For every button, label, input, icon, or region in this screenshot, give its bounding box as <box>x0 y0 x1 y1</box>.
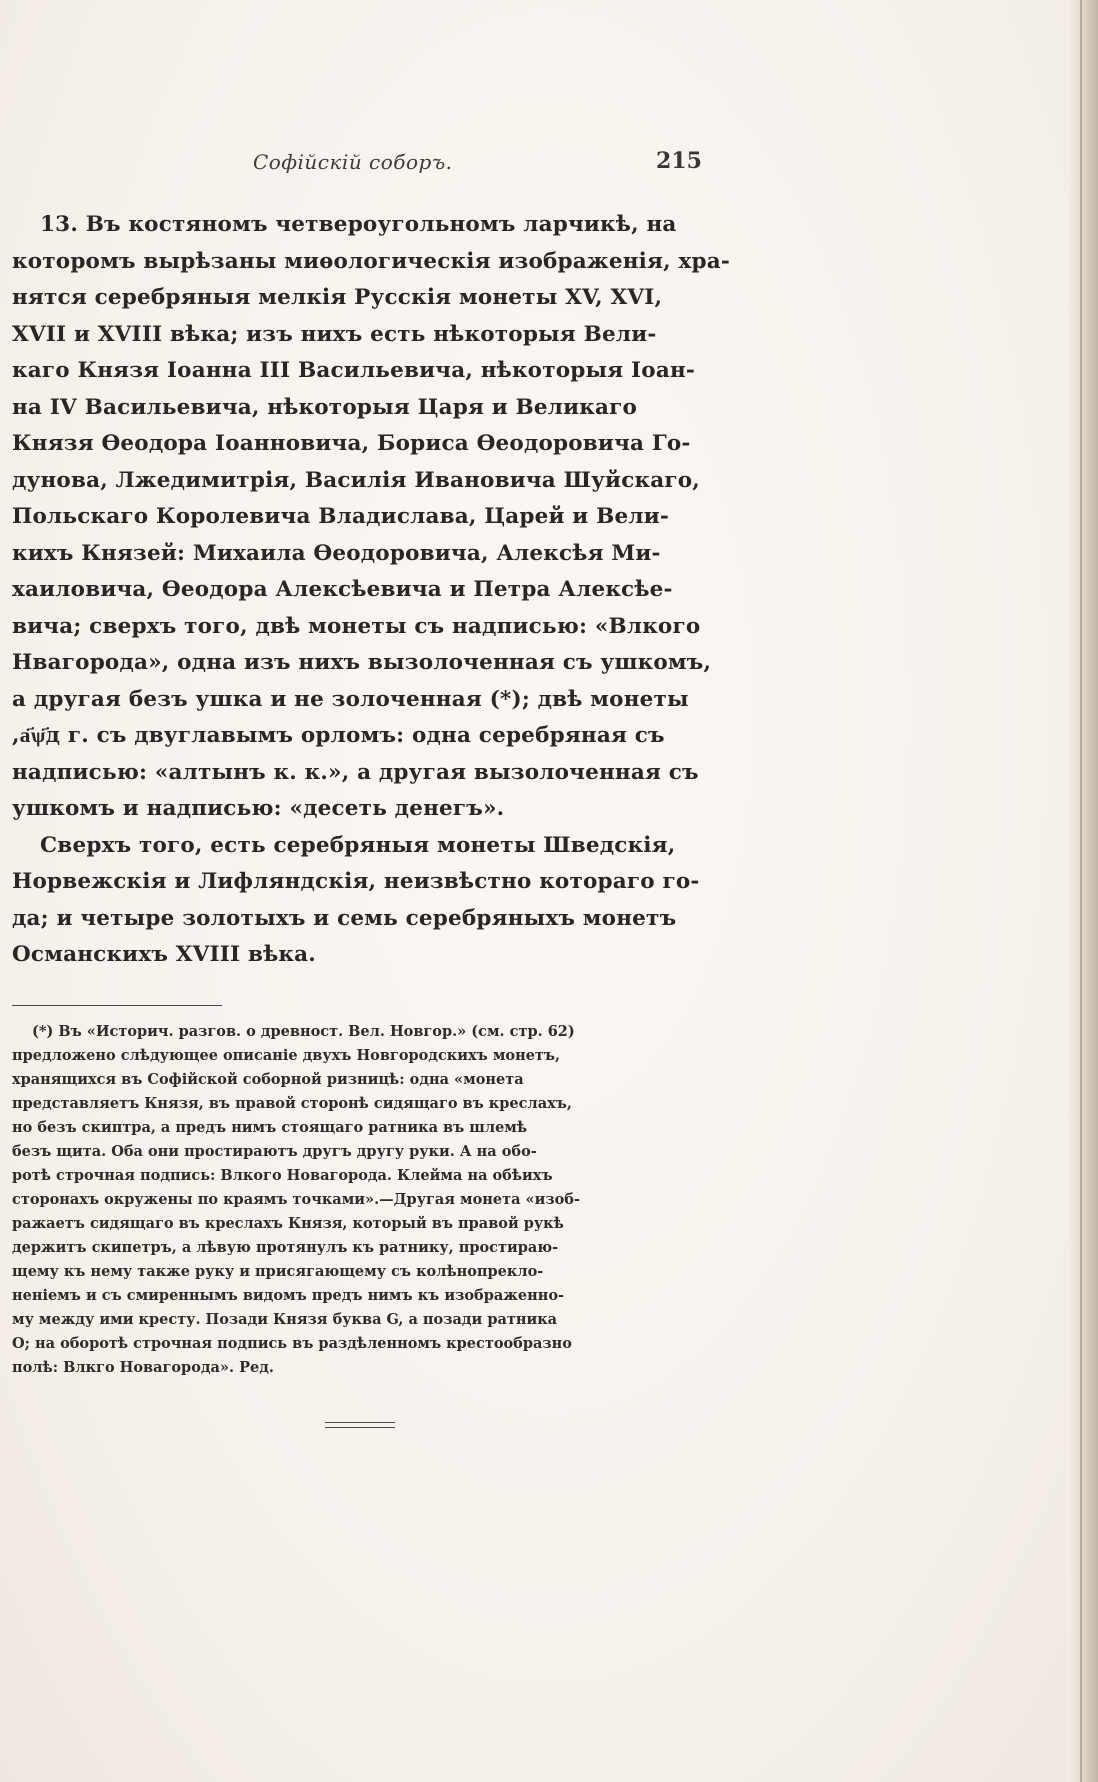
footnote-line: полѣ: Влкго Новагорода». Ред. <box>12 1359 274 1376</box>
footnote-line: предложено слѣдующее описаніе двухъ Новгородскихъ монетъ, <box>12 1047 561 1064</box>
footnote-line: сторонахъ окружены по краямъ точками».—Другая монета «изоб- <box>12 1191 580 1208</box>
footnote-line: О; на оборотѣ строчная подпись въ раздѣленномъ крестообразно <box>12 1335 572 1352</box>
footnote-line: представляетъ Князя, въ правой сторонѣ сидящаго въ креслахъ, <box>12 1095 572 1112</box>
text-line: да; и четыре золотыхъ и семь серебряныхъ монетъ <box>12 905 677 931</box>
text-line: кихъ Князей: Михаила Ѳеодоровича, Алексѣя Ми- <box>12 540 661 566</box>
footnote-line: му между ими кресту. Позади Князя буква G, а позади ратника <box>12 1311 558 1328</box>
text-line: которомъ вырѣзаны миѳологическія изображенія, хра- <box>12 248 730 274</box>
text-line: хаиловича, Ѳеодора Алексѣевича и Петра Алексѣе- <box>12 577 673 602</box>
body-text <box>12 207 730 974</box>
text-line: XVII и XVIII вѣка; изъ нихъ есть нѣкоторыя Вели- <box>12 321 657 347</box>
text-line: вича; сверхъ того, двѣ монеты съ надписью: «Влкого <box>12 613 701 639</box>
text-line: 13. Въ костяномъ четвероугольномъ ларчикѣ, на <box>40 212 677 237</box>
text-line: дунова, Лжедимитрія, Василія Ивановича Шуйскаго, <box>12 467 700 493</box>
footnote-line: держитъ скипетръ, а лѣвую протянулъ къ ратнику, простираю- <box>12 1239 559 1256</box>
footnote-line: но безъ скиптра, а предъ нимъ стоящаго ратника въ шлемѣ <box>12 1119 528 1136</box>
text-line: ушкомъ и надписью: «десеть денегъ». <box>12 796 505 821</box>
page-edge-shadow <box>1068 0 1098 1782</box>
page-number: 215 <box>656 148 702 174</box>
text-line: Османскихъ XVIII вѣка. <box>12 942 316 967</box>
footnote-line: неніемъ и съ смиреннымъ видомъ предъ нимъ къ изображенно- <box>12 1287 565 1304</box>
footnote-line: щему къ нему также руку и присягающему съ колѣнопрекло- <box>12 1263 544 1280</box>
end-rule <box>325 1427 395 1428</box>
text-line: Сверхъ того, есть серебряныя монеты Шведскія, <box>40 832 676 858</box>
footnote-line: ражаетъ сидящаго въ креслахъ Князя, который въ правой рукѣ <box>12 1215 564 1232</box>
footnote-line: (*) Въ «Историч. разгов. о древност. Вел. Новгор.» (см. стр. 62) <box>32 1023 575 1040</box>
text-line: Норвежскія и Лифляндскія, неизвѣстно котораго го- <box>12 869 700 894</box>
end-rule <box>325 1422 395 1423</box>
text-line: Князя Ѳеодора Іоанновича, Бориса Ѳеодоровича Го- <box>12 431 691 456</box>
text-line: а другая безъ ушка и не золоченная (*); двѣ монеты <box>12 686 689 712</box>
page-edge-line <box>1080 0 1082 1782</box>
running-title: Софійскій соборъ. <box>253 150 453 174</box>
footnote-line: хранящихся въ Софійской соборной ризницѣ: одна «монета <box>12 1071 524 1088</box>
text-line: каго Князя Іоанна III Васильевича, нѣкоторыя Іоан- <box>12 358 696 383</box>
running-header <box>0 150 1098 180</box>
footnote-line: безъ щита. Оба они простираютъ другъ другу руки. А на обо- <box>12 1143 537 1160</box>
text-line: надписью: «алтынъ к. к.», а другая вызолоченная съ <box>12 759 699 785</box>
footnote <box>12 1020 712 1380</box>
text-line: Нвагорода», одна изъ нихъ вызолоченная съ ушкомъ, <box>12 650 712 675</box>
text-line: нятся серебряныя мелкія Русскія монеты XV, XVI, <box>12 285 663 310</box>
text-line: ,а҃ѱ҃д г. съ двуглавымъ орломъ: одна серебряная съ <box>12 723 665 748</box>
footnote-line: ротѣ строчная подпись: Влкого Новагорода. Клейма на обѣихъ <box>12 1167 553 1184</box>
footnote-divider <box>12 1005 222 1006</box>
text-line: на IV Васильевича, нѣкоторыя Царя и Великаго <box>12 394 638 420</box>
text-line: Польскаго Королевича Владислава, Царей и Вели- <box>12 504 670 529</box>
